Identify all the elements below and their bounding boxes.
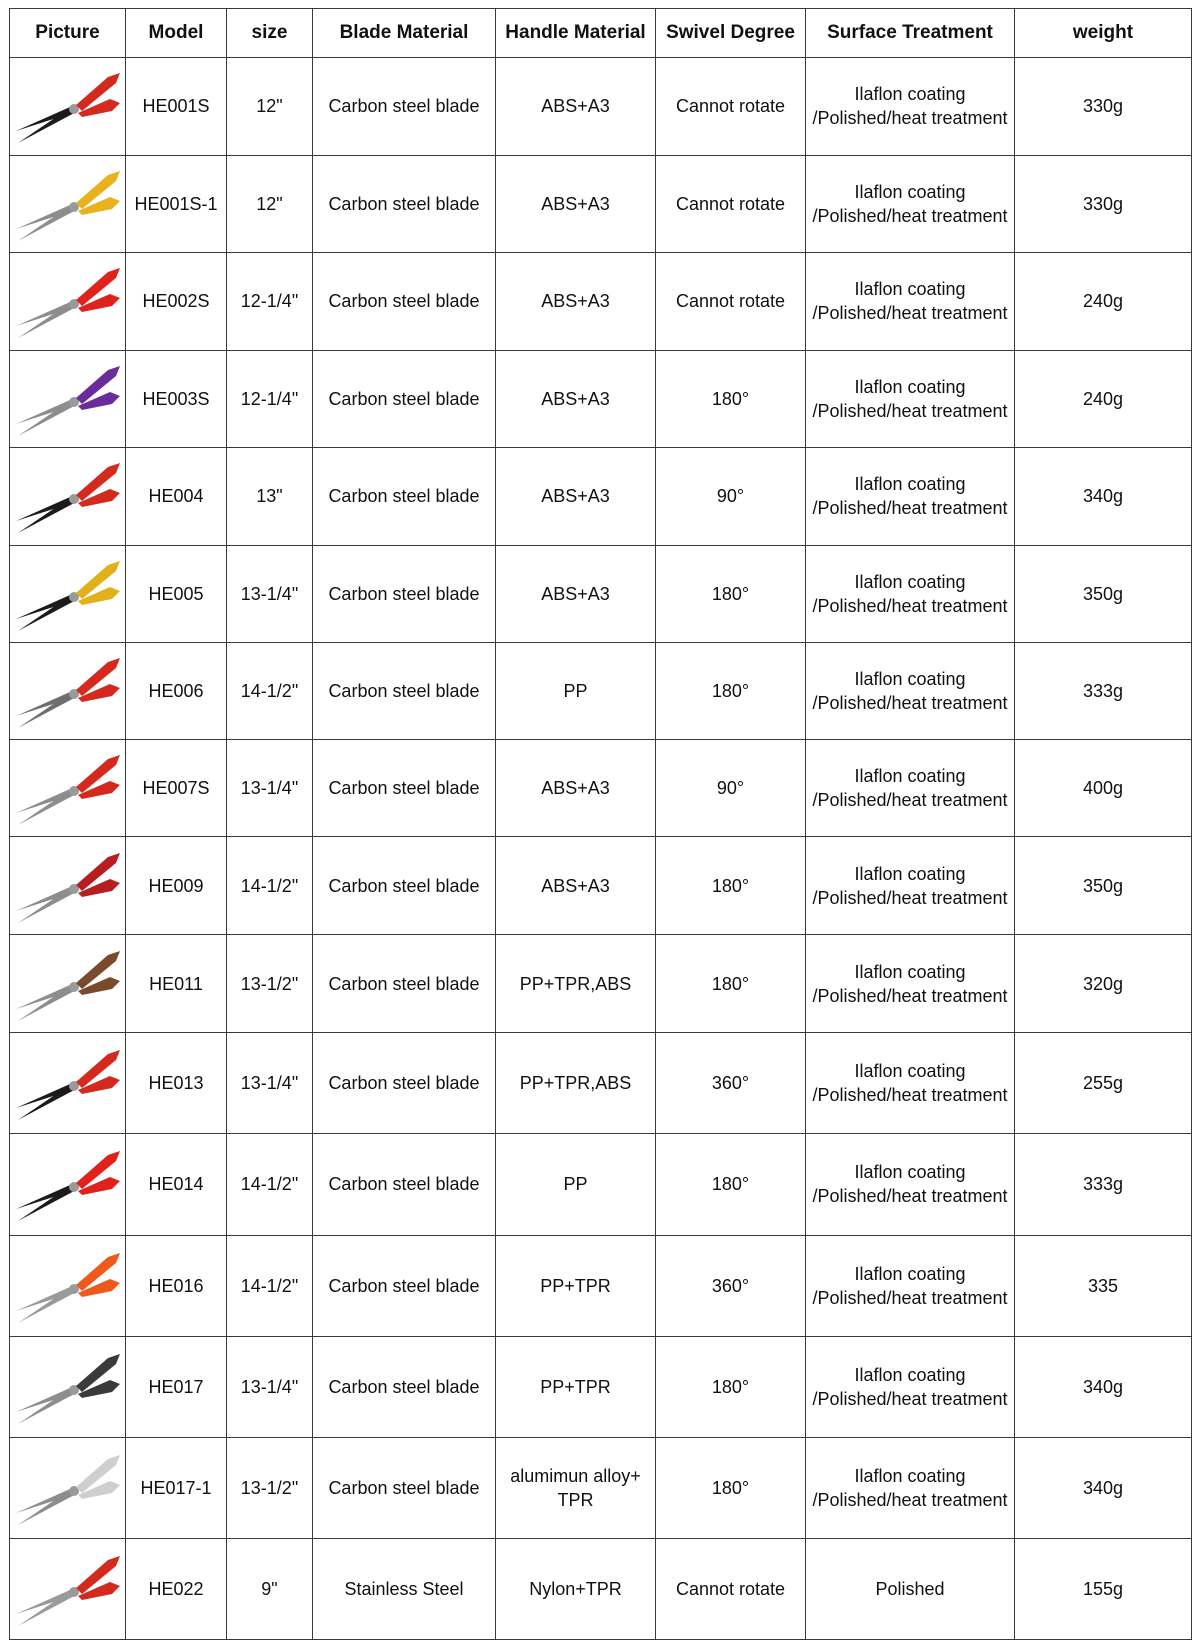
- weight-cell: 400g: [1015, 740, 1192, 837]
- model-cell: HE006: [126, 642, 227, 740]
- swivel-degree-cell: 180°: [656, 837, 806, 935]
- model-cell: HE003S: [126, 350, 227, 447]
- surface-treatment-cell: Ilaflon coating /Polished/heat treatment: [806, 545, 1015, 642]
- weight-cell: 155g: [1015, 1538, 1192, 1639]
- table-row: [10, 1235, 1192, 1336]
- header-model: Model: [126, 9, 227, 58]
- handle-material-cell: PP+TPR,ABS: [496, 1033, 656, 1134]
- product-spec-table: [9, 8, 1192, 1640]
- weight-cell: 240g: [1015, 350, 1192, 447]
- swivel-degree-cell: 90°: [656, 447, 806, 545]
- table-row: [10, 837, 1192, 935]
- surface-treatment-cell: Ilaflon coating /Polished/heat treatment: [806, 837, 1015, 935]
- header-handle-material: Handle Material: [496, 9, 656, 58]
- picture-cell: [10, 1235, 126, 1336]
- surface-treatment-cell: Ilaflon coating /Polished/heat treatment: [806, 58, 1015, 156]
- model-cell: HE005: [126, 545, 227, 642]
- blade-material-cell: Carbon steel blade: [313, 1033, 496, 1134]
- size-cell: 14-1/2": [227, 642, 313, 740]
- blade-material-cell: Carbon steel blade: [313, 350, 496, 447]
- swivel-degree-cell: 360°: [656, 1235, 806, 1336]
- weight-cell: 340g: [1015, 447, 1192, 545]
- handle-material-cell: PP+TPR: [496, 1336, 656, 1437]
- swivel-degree-cell: Cannot rotate: [656, 155, 806, 252]
- model-cell: HE001S-1: [126, 155, 227, 252]
- size-cell: 14-1/2": [227, 837, 313, 935]
- model-cell: HE014: [126, 1134, 227, 1235]
- blade-material-cell: Carbon steel blade: [313, 58, 496, 156]
- picture-cell: [10, 935, 126, 1033]
- size-cell: 13-1/4": [227, 1033, 313, 1134]
- surface-treatment-cell: Ilaflon coating /Polished/heat treatment: [806, 1235, 1015, 1336]
- size-cell: 13-1/4": [227, 740, 313, 837]
- model-cell: HE004: [126, 447, 227, 545]
- surface-treatment-cell: Ilaflon coating /Polished/heat treatment: [806, 1134, 1015, 1235]
- swivel-degree-cell: Cannot rotate: [656, 252, 806, 350]
- shears-icon: [12, 941, 124, 1027]
- handle-material-cell: ABS+A3: [496, 447, 656, 545]
- size-cell: 14-1/2": [227, 1235, 313, 1336]
- model-cell: HE017-1: [126, 1437, 227, 1538]
- table-row: [10, 447, 1192, 545]
- blade-material-cell: Carbon steel blade: [313, 837, 496, 935]
- picture-cell: [10, 740, 126, 837]
- shears-icon: [12, 1040, 124, 1126]
- swivel-degree-cell: 180°: [656, 350, 806, 447]
- shears-icon: [12, 745, 124, 831]
- swivel-degree-cell: 180°: [656, 935, 806, 1033]
- table-row: [10, 350, 1192, 447]
- shears-icon: [12, 161, 124, 247]
- blade-material-cell: Stainless Steel: [313, 1538, 496, 1639]
- header-surface-treatment: Surface Treatment: [806, 9, 1015, 58]
- shears-icon: [12, 453, 124, 539]
- picture-cell: [10, 642, 126, 740]
- blade-material-cell: Carbon steel blade: [313, 447, 496, 545]
- table-row: [10, 155, 1192, 252]
- weight-cell: 335: [1015, 1235, 1192, 1336]
- table-row: [10, 58, 1192, 156]
- blade-material-cell: Carbon steel blade: [313, 545, 496, 642]
- surface-treatment-cell: Ilaflon coating /Polished/heat treatment: [806, 740, 1015, 837]
- size-cell: 12-1/4": [227, 252, 313, 350]
- header-picture: Picture: [10, 9, 126, 58]
- surface-treatment-cell: Ilaflon coating /Polished/heat treatment: [806, 447, 1015, 545]
- model-cell: HE007S: [126, 740, 227, 837]
- swivel-degree-cell: 360°: [656, 1033, 806, 1134]
- surface-treatment-cell: Ilaflon coating /Polished/heat treatment: [806, 642, 1015, 740]
- picture-cell: [10, 1538, 126, 1639]
- weight-cell: 330g: [1015, 58, 1192, 156]
- swivel-degree-cell: 180°: [656, 1134, 806, 1235]
- weight-cell: 330g: [1015, 155, 1192, 252]
- model-cell: HE016: [126, 1235, 227, 1336]
- size-cell: 9": [227, 1538, 313, 1639]
- header-weight: weight: [1015, 9, 1192, 58]
- shears-icon: [12, 1243, 124, 1329]
- blade-material-cell: Carbon steel blade: [313, 935, 496, 1033]
- size-cell: 13-1/2": [227, 935, 313, 1033]
- shears-icon: [12, 1141, 124, 1227]
- swivel-degree-cell: 180°: [656, 1336, 806, 1437]
- table-row: [10, 642, 1192, 740]
- size-cell: 14-1/2": [227, 1134, 313, 1235]
- weight-cell: 350g: [1015, 545, 1192, 642]
- picture-cell: [10, 350, 126, 447]
- handle-material-cell: ABS+A3: [496, 350, 656, 447]
- weight-cell: 350g: [1015, 837, 1192, 935]
- table-row: [10, 1134, 1192, 1235]
- model-cell: HE022: [126, 1538, 227, 1639]
- handle-material-cell: ABS+A3: [496, 545, 656, 642]
- model-cell: HE013: [126, 1033, 227, 1134]
- size-cell: 12-1/4": [227, 350, 313, 447]
- header-swivel-degree: Swivel Degree: [656, 9, 806, 58]
- surface-treatment-cell: Ilaflon coating /Polished/heat treatment: [806, 155, 1015, 252]
- weight-cell: 320g: [1015, 935, 1192, 1033]
- handle-material-cell: ABS+A3: [496, 740, 656, 837]
- table-row: [10, 545, 1192, 642]
- picture-cell: [10, 447, 126, 545]
- swivel-degree-cell: 180°: [656, 545, 806, 642]
- weight-cell: 240g: [1015, 252, 1192, 350]
- size-cell: 12": [227, 58, 313, 156]
- shears-icon: [12, 1445, 124, 1531]
- weight-cell: 333g: [1015, 1134, 1192, 1235]
- blade-material-cell: Carbon steel blade: [313, 155, 496, 252]
- model-cell: HE011: [126, 935, 227, 1033]
- handle-material-cell: ABS+A3: [496, 58, 656, 156]
- model-cell: HE001S: [126, 58, 227, 156]
- picture-cell: [10, 155, 126, 252]
- handle-material-cell: ABS+A3: [496, 837, 656, 935]
- shears-icon: [12, 356, 124, 442]
- handle-material-cell: PP+TPR: [496, 1235, 656, 1336]
- swivel-degree-cell: 180°: [656, 1437, 806, 1538]
- picture-cell: [10, 837, 126, 935]
- table-row: [10, 740, 1192, 837]
- handle-material-cell: PP+TPR,ABS: [496, 935, 656, 1033]
- model-cell: HE009: [126, 837, 227, 935]
- blade-material-cell: Carbon steel blade: [313, 252, 496, 350]
- table-row: [10, 935, 1192, 1033]
- shears-icon: [12, 258, 124, 344]
- picture-cell: [10, 58, 126, 156]
- table-row: [10, 252, 1192, 350]
- weight-cell: 255g: [1015, 1033, 1192, 1134]
- swivel-degree-cell: Cannot rotate: [656, 58, 806, 156]
- shears-icon: [12, 648, 124, 734]
- weight-cell: 340g: [1015, 1336, 1192, 1437]
- header-blade-material: Blade Material: [313, 9, 496, 58]
- picture-cell: [10, 1437, 126, 1538]
- swivel-degree-cell: 90°: [656, 740, 806, 837]
- table-row: [10, 1336, 1192, 1437]
- swivel-degree-cell: Cannot rotate: [656, 1538, 806, 1639]
- blade-material-cell: Carbon steel blade: [313, 740, 496, 837]
- weight-cell: 333g: [1015, 642, 1192, 740]
- size-cell: 13-1/4": [227, 545, 313, 642]
- blade-material-cell: Carbon steel blade: [313, 1336, 496, 1437]
- shears-icon: [12, 551, 124, 637]
- picture-cell: [10, 1033, 126, 1134]
- blade-material-cell: Carbon steel blade: [313, 1235, 496, 1336]
- handle-material-cell: PP: [496, 1134, 656, 1235]
- surface-treatment-cell: Ilaflon coating /Polished/heat treatment: [806, 252, 1015, 350]
- size-cell: 12": [227, 155, 313, 252]
- shears-icon: [12, 1546, 124, 1632]
- blade-material-cell: Carbon steel blade: [313, 642, 496, 740]
- shears-icon: [12, 63, 124, 149]
- surface-treatment-cell: Ilaflon coating /Polished/heat treatment: [806, 935, 1015, 1033]
- size-cell: 13-1/2": [227, 1437, 313, 1538]
- picture-cell: [10, 545, 126, 642]
- blade-material-cell: Carbon steel blade: [313, 1437, 496, 1538]
- picture-cell: [10, 252, 126, 350]
- surface-treatment-cell: Polished: [806, 1538, 1015, 1639]
- model-cell: HE002S: [126, 252, 227, 350]
- table-row: [10, 1437, 1192, 1538]
- table-row: [10, 1033, 1192, 1134]
- shears-icon: [12, 843, 124, 929]
- surface-treatment-cell: Ilaflon coating /Polished/heat treatment: [806, 1033, 1015, 1134]
- handle-material-cell: ABS+A3: [496, 252, 656, 350]
- handle-material-cell: PP: [496, 642, 656, 740]
- header-row: [10, 9, 1192, 58]
- picture-cell: [10, 1336, 126, 1437]
- surface-treatment-cell: Ilaflon coating /Polished/heat treatment: [806, 350, 1015, 447]
- swivel-degree-cell: 180°: [656, 642, 806, 740]
- handle-material-cell: alumimun alloy+ TPR: [496, 1437, 656, 1538]
- size-cell: 13-1/4": [227, 1336, 313, 1437]
- model-cell: HE017: [126, 1336, 227, 1437]
- surface-treatment-cell: Ilaflon coating /Polished/heat treatment: [806, 1336, 1015, 1437]
- table-row: [10, 1538, 1192, 1639]
- handle-material-cell: ABS+A3: [496, 155, 656, 252]
- weight-cell: 340g: [1015, 1437, 1192, 1538]
- header-size: size: [227, 9, 313, 58]
- picture-cell: [10, 1134, 126, 1235]
- size-cell: 13": [227, 447, 313, 545]
- blade-material-cell: Carbon steel blade: [313, 1134, 496, 1235]
- shears-icon: [12, 1344, 124, 1430]
- surface-treatment-cell: Ilaflon coating /Polished/heat treatment: [806, 1437, 1015, 1538]
- handle-material-cell: Nylon+TPR: [496, 1538, 656, 1639]
